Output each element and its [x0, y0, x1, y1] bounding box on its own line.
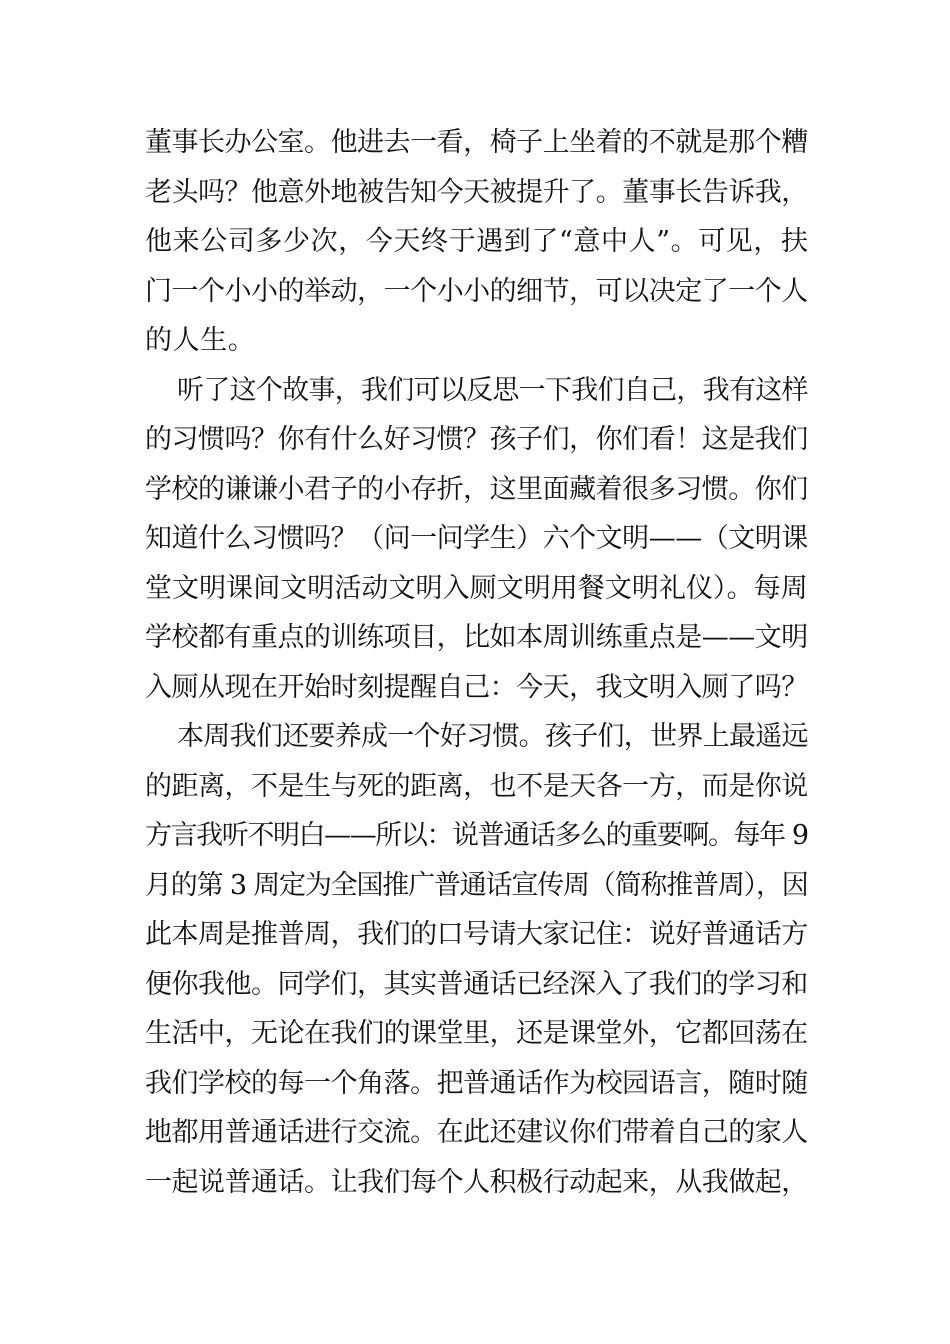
- text-line: 董事长办公室。他进去一看，椅子上坐着的不就是那个糟: [145, 127, 808, 158]
- document-body: [145, 118, 809, 1207]
- paragraph-first-line: 本周我们还要养成一个好习惯。孩子们，世界上最遥远: [177, 721, 808, 752]
- text-line: 学校都有重点的训练项目，比如本周训练重点是——文明: [145, 622, 808, 653]
- text-line: 一起说普通话。让我们每个人积极行动起来，从我做起，: [145, 1166, 808, 1198]
- text-line: 入厕从现在开始时刻提醒自己：今天，我文明入厕了吗？: [145, 671, 808, 703]
- text-line: 此本周是推普周，我们的口号请大家记住：说好普通话方: [145, 919, 808, 950]
- text-line: 学校的谦谦小君子的小存折，这里面藏着很多习惯。你们: [145, 473, 808, 505]
- text-line: 方言我听不明白——所以：说普通话多么的重要啊。每年 9: [145, 820, 808, 851]
- text-line: 我们学校的每一个角落。把普通话作为校园语言，随时随: [145, 1067, 808, 1099]
- text-line: 地都用普通话进行交流。在此还建议你们带着自己的家人: [145, 1117, 808, 1148]
- text-line: 的习惯吗？你有什么好习惯？孩子们，你们看！这是我们: [145, 424, 808, 455]
- text-line: 他来公司多少次，今天终于遇到了“意中人”。可见，扶: [145, 226, 809, 257]
- text-line: 门一个小小的举动，一个小小的细节，可以决定了一个人: [145, 275, 808, 307]
- text-line: 老头吗？他意外地被告知今天被提升了。董事长告诉我，: [145, 176, 808, 208]
- text-line: 堂文明课间文明活动文明入厕文明用餐文明礼仪）。每周: [145, 572, 808, 604]
- text-line: 便你我他。同学们，其实普通话已经深入了我们的学习和: [145, 968, 808, 1000]
- text-line: 生活中，无论在我们的课堂里，还是课堂外，它都回荡在: [145, 1018, 808, 1049]
- text-line: 月的第 3 周定为全国推广普通话宣传周（简称推普周），因: [145, 869, 808, 901]
- text-line: 知道什么习惯吗？（问一问学生）六个文明——（文明课: [145, 523, 808, 554]
- paragraph-first-line: 听了这个故事，我们可以反思一下我们自己，我有这样: [177, 374, 808, 406]
- text-line: 的距离，不是生与死的距离，也不是天各一方，而是你说: [145, 770, 808, 802]
- text-line: 的人生。: [145, 325, 256, 356]
